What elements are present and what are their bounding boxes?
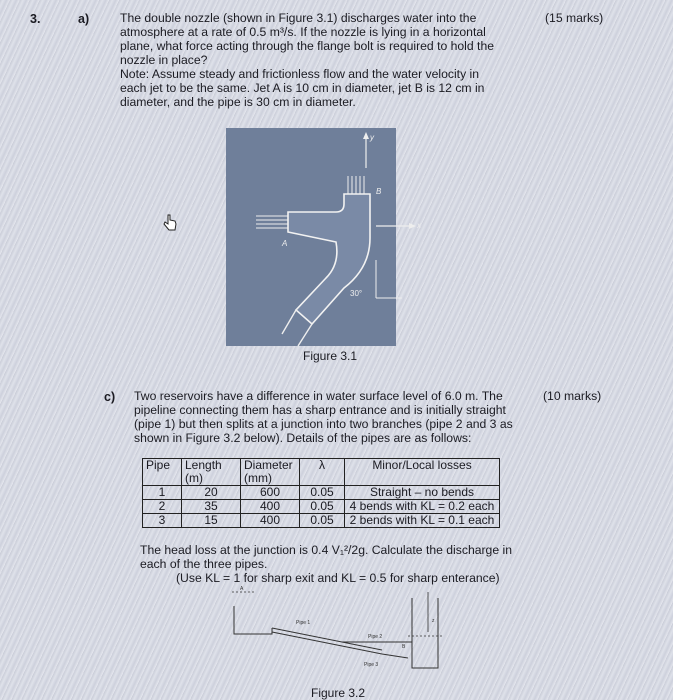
cell-diameter: 400 <box>241 514 300 528</box>
part-c-after-line: The head loss at the junction is 0.4 V₁²/2g. Calculate the discharge in <box>140 543 512 557</box>
cell-diameter: 600 <box>241 486 300 500</box>
figure-3-1-diagram <box>226 128 421 346</box>
header-minor-losses: Minor/Local losses <box>345 459 500 486</box>
pipe-1 <box>272 628 382 650</box>
cell-length: 35 <box>182 500 241 514</box>
cell-lambda: 0.05 <box>300 486 345 500</box>
reservoir-a <box>234 606 272 634</box>
table-header-row <box>143 459 500 486</box>
part-a-line: diameter, and the pipe is 30 cm in diameter. <box>120 95 356 109</box>
part-c-text <box>134 389 534 445</box>
part-a-text <box>120 11 540 109</box>
cell-length: 20 <box>182 486 241 500</box>
cell-pipe: 3 <box>143 514 182 528</box>
y-axis-label: y <box>370 133 374 142</box>
cell-lambda: 0.05 <box>300 500 345 514</box>
cell-lambda: 0.05 <box>300 514 345 528</box>
pipe-details-table <box>142 458 500 528</box>
table-row <box>143 486 500 500</box>
table-row <box>143 500 500 514</box>
pipe-2-label: Pipe 2 <box>368 634 383 640</box>
part-c-question <box>140 543 540 571</box>
header-pipe: Pipe <box>143 459 182 486</box>
part-c-line: shown in Figure 3.2 below). Details of the pipes are as follows: <box>134 431 472 445</box>
part-c-marks: (10 marks) <box>543 389 602 403</box>
part-a-label: a) <box>78 12 90 26</box>
part-a-line: plane, what force acting through the flange bolt is required to hold the <box>120 39 494 53</box>
part-c-label: c) <box>104 390 116 404</box>
part-a-marks: (15 marks) <box>545 11 604 25</box>
level-difference-label: z <box>432 618 435 624</box>
figure-3-1-caption: Figure 3.1 <box>303 349 358 363</box>
part-a-line: atmosphere at a rate of 0.5 m³/s. If the nozzle is lying in a horizontal <box>120 25 486 39</box>
figure-3-2-caption: Figure 3.2 <box>311 686 366 700</box>
angle-label: 30° <box>350 289 363 298</box>
x-axis-label: x <box>417 221 421 230</box>
question-number: 3. <box>30 12 41 26</box>
hand-cursor-icon <box>162 214 178 232</box>
cell-length: 15 <box>182 514 241 528</box>
cell-minor-losses: Straight – no bends <box>345 486 500 500</box>
cell-minor-losses: 2 bends with KL = 0.1 each <box>345 514 500 528</box>
jet-b-label: B <box>376 187 382 196</box>
figure-3-2-diagram <box>232 588 442 678</box>
pipe-3-label: Pipe 3 <box>364 662 379 668</box>
part-c-line: (pipe 1) but then splits at a junction into two branches (pipe 2 and 3 as <box>134 417 513 431</box>
header-lambda: λ <box>300 459 345 486</box>
part-a-line: each jet to be the same. Jet A is 10 cm in diameter, jet B is 12 cm in <box>120 81 485 95</box>
cell-pipe: 1 <box>143 486 182 500</box>
reservoir-a-label: A <box>240 586 244 592</box>
reservoir-b-label: B <box>402 644 406 650</box>
cell-minor-losses: 4 bends with KL = 0.2 each <box>345 500 500 514</box>
part-a-line: nozzle in place? <box>120 53 208 67</box>
part-c-after-line: each of the three pipes. <box>140 557 268 571</box>
part-a-line: Note: Assume steady and frictionless flow and the water velocity in <box>120 67 480 81</box>
table-row <box>143 514 500 528</box>
part-a-line: The double nozzle (shown in Figure 3.1) discharges water into the <box>120 11 477 25</box>
part-c-use-note: (Use KL = 1 for sharp exit and KL = 0.5 for sharp enterance) <box>176 571 500 585</box>
cell-diameter: 400 <box>241 500 300 514</box>
header-diameter: Diameter (mm) <box>241 459 300 486</box>
part-c-line: Two reservoirs have a difference in water surface level of 6.0 m. The <box>134 389 503 403</box>
header-length: Length (m) <box>182 459 241 486</box>
pipe-1-label: Pipe 1 <box>296 620 311 626</box>
pipe-3 <box>382 654 408 658</box>
reservoir-b <box>412 598 438 668</box>
cell-pipe: 2 <box>143 500 182 514</box>
jet-a-label: A <box>282 239 288 248</box>
part-c-line: pipeline connecting them has a sharp entrance and is initially straight <box>134 403 506 417</box>
